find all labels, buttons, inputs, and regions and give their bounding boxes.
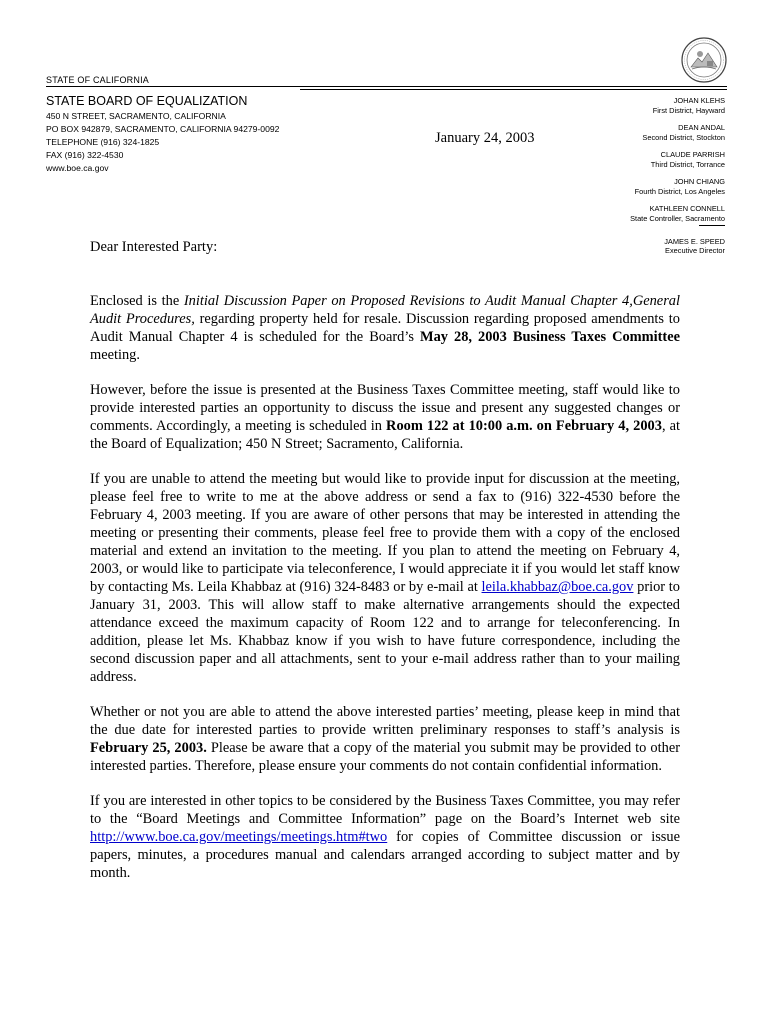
board-member-role: Executive Director	[665, 246, 725, 255]
board-member-role: State Controller, Sacramento	[630, 213, 725, 223]
text-run: , at the Board of Equalization; 450 N Street; Sacramento, California.	[90, 418, 680, 452]
board-member-role: First District, Hayward	[652, 105, 725, 115]
board-member-list	[525, 96, 725, 264]
board-member-name: CLAUDE PARRISH	[660, 150, 725, 159]
document-title: Initial Discussion Paper on Proposed Revisions to Audit Manual Chapter 4,General Audit Procedures,	[90, 293, 680, 327]
fax: FAX (916) 322-4530	[46, 150, 124, 160]
text-run: If you are interested in other topics to be considered by the Business Taxes Committee, you may refer to the “Board Meetings and Committee Information” page on the Board’s Internet web site	[90, 793, 680, 827]
board-member	[525, 204, 725, 223]
po-box-address: PO BOX 942879, SACRAMENTO, CALIFORNIA 94279-0092	[46, 124, 280, 134]
street-address: 450 N STREET, SACRAMENTO, CALIFORNIA	[46, 111, 226, 121]
telephone: TELEPHONE (916) 324-1825	[46, 137, 160, 147]
text-run: for copies of Committee discussion or issue papers, minutes, a procedures manual and calendars arranged according to subject matter and by month.	[90, 829, 680, 881]
text-run: meeting.	[90, 347, 140, 363]
text-run: prior to January 31, 2003. This will allow staff to make alternative arrangements should the expected attendance exceed the maximum capacity of Room 122 and to arrange for teleconferencing. In addition, please let Ms. Khabbaz know if you wish to have future correspondence, including the second discussion paper and all attachments, sent to your e-mail address rather than to your mailing address.	[90, 579, 680, 685]
letterhead-divider-secondary	[300, 89, 727, 90]
board-member-name: DEAN ANDAL	[678, 123, 725, 132]
board-separator	[699, 225, 725, 226]
text-run: Please be aware that a copy of the material you submit may be provided to other interested parties. Therefore, please ensure your comments do not contain confidential information.	[90, 740, 680, 774]
paragraph-1	[90, 292, 680, 364]
board-member	[525, 96, 725, 115]
website: www.boe.ca.gov	[46, 163, 109, 173]
text-run: However, before the issue is presented at the Business Taxes Committee meeting, staff would like to provide interested parties an opportunity to discuss the issue and present any suggested changes or comments. Accordingly, a meeting is scheduled in	[90, 382, 680, 434]
paragraph-4	[90, 703, 680, 775]
paragraph-3	[90, 470, 680, 686]
text-run: Enclosed is the	[90, 293, 184, 309]
board-member-name: JAMES E. SPEED	[664, 236, 725, 246]
board-member-name: JOHAN KLEHS	[673, 96, 725, 105]
state-seal-icon	[681, 37, 727, 83]
board-member	[525, 150, 725, 169]
state-heading: STATE OF CALIFORNIA	[46, 75, 149, 85]
website-link[interactable]: http://www.boe.ca.gov/meetings/meetings.htm#two	[90, 829, 388, 845]
paragraph-2	[90, 381, 680, 453]
meeting-location-highlight: Room 122 at 10:00 a.m. on February 4, 2003	[386, 418, 662, 434]
board-member	[525, 177, 725, 196]
email-link[interactable]: leila.khabbaz@boe.ca.gov	[481, 579, 634, 595]
board-member-role: Third District, Torrance	[650, 159, 725, 169]
salutation: Dear Interested Party:	[90, 239, 218, 255]
text-run: If you are unable to attend the meeting but would like to provide input for discussion at the meeting, please feel free to write to me at the above address or send a fax to (916) 322-4530 before the February 4, 2003 meeting. If you are aware of other persons that may be interested in attending the meeting or presenting their comments, please feel free to provide them with a copy of the enclosed material and extend an invitation to the meeting. If you plan to attend the meeting on February 4, 2003, or would like to participate via teleconference, I would appreciate it if you would let staff know by contacting Ms. Leila Khabbaz at (916) 324-8483 or by e-mail at	[90, 471, 680, 595]
letter-body	[90, 292, 680, 899]
paragraph-5	[90, 792, 680, 882]
letter-date: January 24, 2003	[435, 130, 535, 146]
letterhead-divider	[46, 86, 727, 87]
board-member-role: Second District, Stockton	[642, 132, 725, 142]
board-member-role: Fourth District, Los Angeles	[634, 186, 725, 196]
board-member-name: JOHN CHIANG	[674, 177, 725, 186]
meeting-date-highlight: May 28, 2003 Business Taxes Committee	[420, 329, 681, 345]
executive-director	[525, 237, 725, 256]
board-member-name: KATHLEEN CONNELL	[649, 204, 725, 213]
board-member	[525, 123, 725, 142]
text-run: regarding property held for resale. Discussion regarding proposed amendments to Audit Manual Chapter 4 is scheduled for the Board’s	[90, 311, 680, 345]
text-run: Whether or not you are able to attend the above interested parties’ meeting, please keep in mind that the due date for interested parties to provide written preliminary responses to staff’s analysis is	[90, 704, 680, 738]
agency-name: STATE BOARD OF EQUALIZATION	[46, 94, 248, 108]
due-date-highlight: February 25, 2003.	[90, 740, 207, 756]
